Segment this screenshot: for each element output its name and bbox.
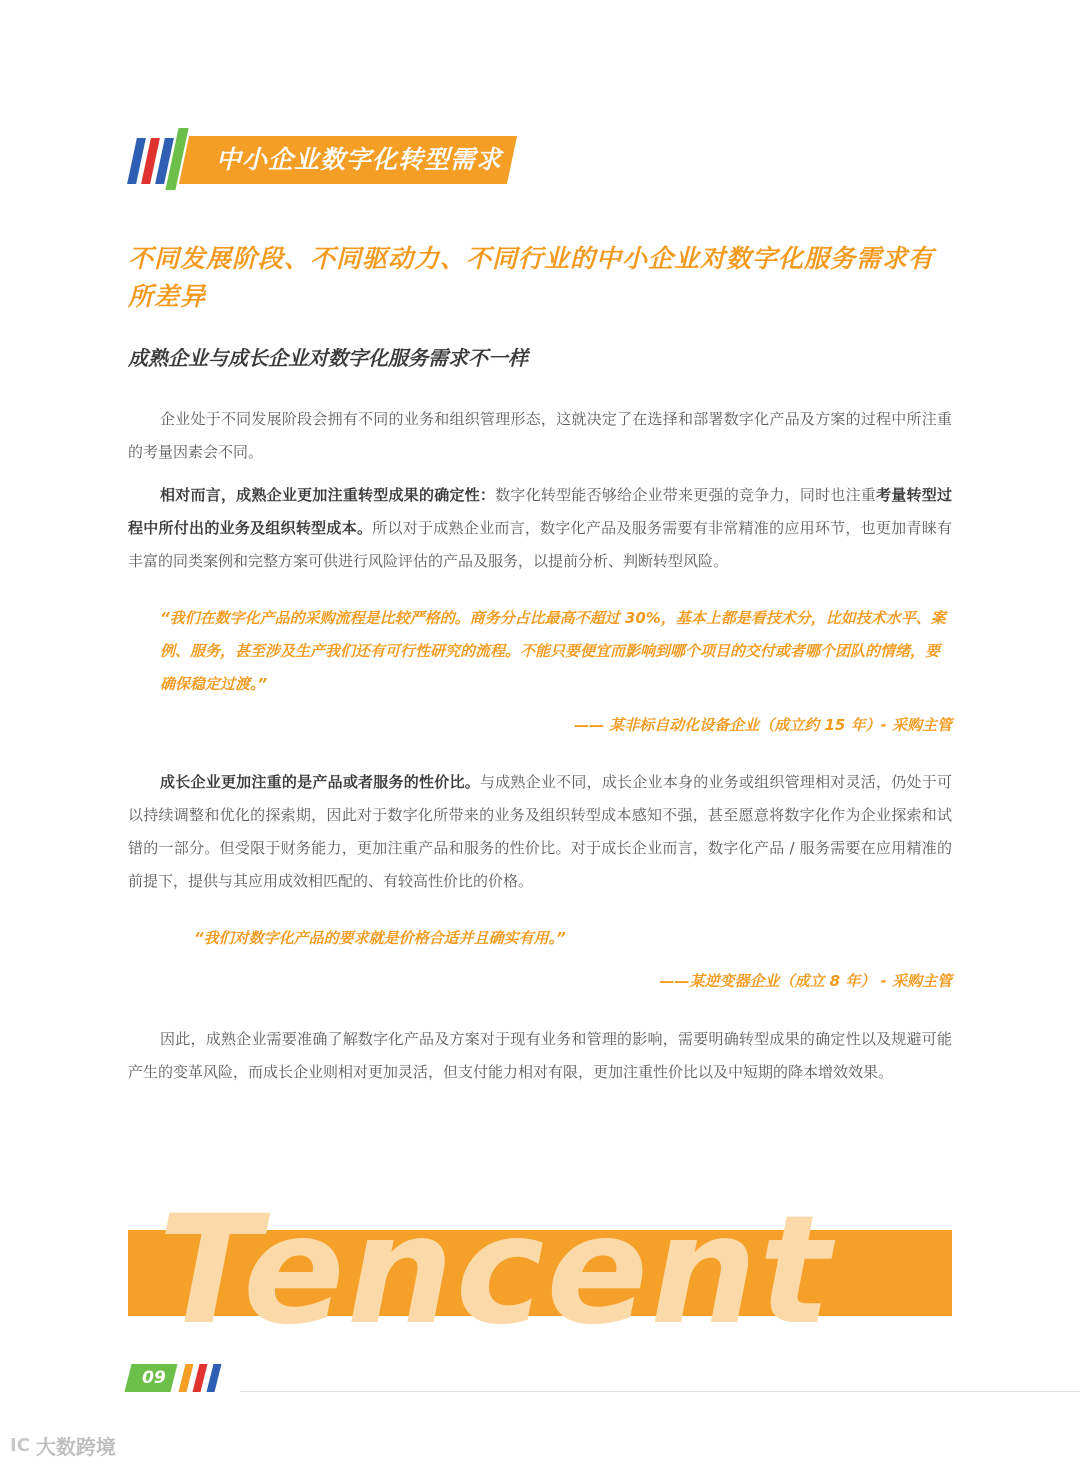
footer-orange-stripe [179, 1364, 194, 1392]
paragraph-2-text-2: 所以对于成熟企业而言，数字化产品及服务需要有非常精准的应用环节，也更加青睐有丰富的同类案例和完整方案可供进行风险评估的产品及服务，以提前分析、判断转型风险。 [128, 519, 952, 570]
paragraph-3-bold: 成长企业更加注重的是产品或者服务的性价比。 [160, 773, 480, 791]
quote-1-source: —— 某非标自动化设备企业（成立约 15 年）- 采购主管 [574, 716, 952, 734]
section-header-badge [128, 128, 528, 194]
paragraph-2-bold-2: 考量转型过程中所付出的业务及组织转型成本。 [128, 486, 952, 537]
paragraph-3-text: 与成熟企业不同，成长企业本身的业务或组织管理相对灵活，仍处于可以持续调整和优化的探索期，因此对于数字化所带来的业务及组织转型成本感知不强，甚至愿意将数字化作为企业探索和试错的一部分。但受限于财务能力，更加注重产品和服务的性价比。对于成长企业而言，数字化产品 / 服务需要在应用精准的前提下，提供与其应用成效相匹配的、有较高性价比的价格。 [128, 773, 952, 890]
footer-blue-stripe [207, 1364, 222, 1392]
watermark-logo-icon: IC [10, 1434, 30, 1456]
paragraph-4: 因此，成熟企业需要准确了解数字化产品及方案对于现有业务和管理的影响，需要明确转型成果的确定性以及规避可能产生的变革风险，而成长企业则相对更加灵活，但支付能力相对有限，更加注重性价比以及中短期的降本增效效果。 [128, 1030, 952, 1081]
paragraph-2-bold: 相对而言，成熟企业更加注重转型成果的确定性： [160, 486, 496, 504]
subheading: 成熟企业与成长企业对数字化服务需求不一样 [128, 346, 528, 370]
section-title: 中小企业数字化转型需求 [216, 145, 503, 174]
quote-2: “我们对数字化产品的要求就是价格合适并且确实有用。” [194, 929, 566, 947]
quote-1: “我们在数字化产品的采购流程是比较严格的。商务分占比最高不超过 30%，基本上都是看技术分，比如技术水平、案例、服务，甚至涉及生产我们还有可行性研究的流程。不能只要便宜而影响到哪个项目的交付或者哪个团队的情绪，要确保稳定过渡。” [160, 609, 946, 693]
tencent-banner [128, 1184, 952, 1358]
paragraph-2-text: 数字化转型能否够给企业带来更强的竞争力，同时也注重 [495, 486, 877, 504]
footer-red-stripe [193, 1364, 208, 1392]
page-number: 09 [142, 1368, 166, 1388]
paragraph-2 [128, 479, 952, 578]
tencent-wordmark: Tencent [158, 1184, 833, 1358]
page-headline: 不同发展阶段、不同驱动力、不同行业的中小企业对数字化服务需求有所差异 [128, 244, 935, 311]
watermark-text: 大数跨境 [35, 1434, 116, 1459]
footer-divider [240, 1391, 1080, 1392]
paragraph-1: 企业处于不同发展阶段会拥有不同的业务和组织管理形态，这就决定了在选择和部署数字化产品及方案的过程中所注重的考量因素会不同。 [128, 410, 952, 461]
quote-2-source: ——某逆变器企业（成立 8 年） - 采购主管 [659, 972, 952, 990]
paragraph-3 [128, 766, 952, 898]
watermark [10, 1430, 116, 1460]
